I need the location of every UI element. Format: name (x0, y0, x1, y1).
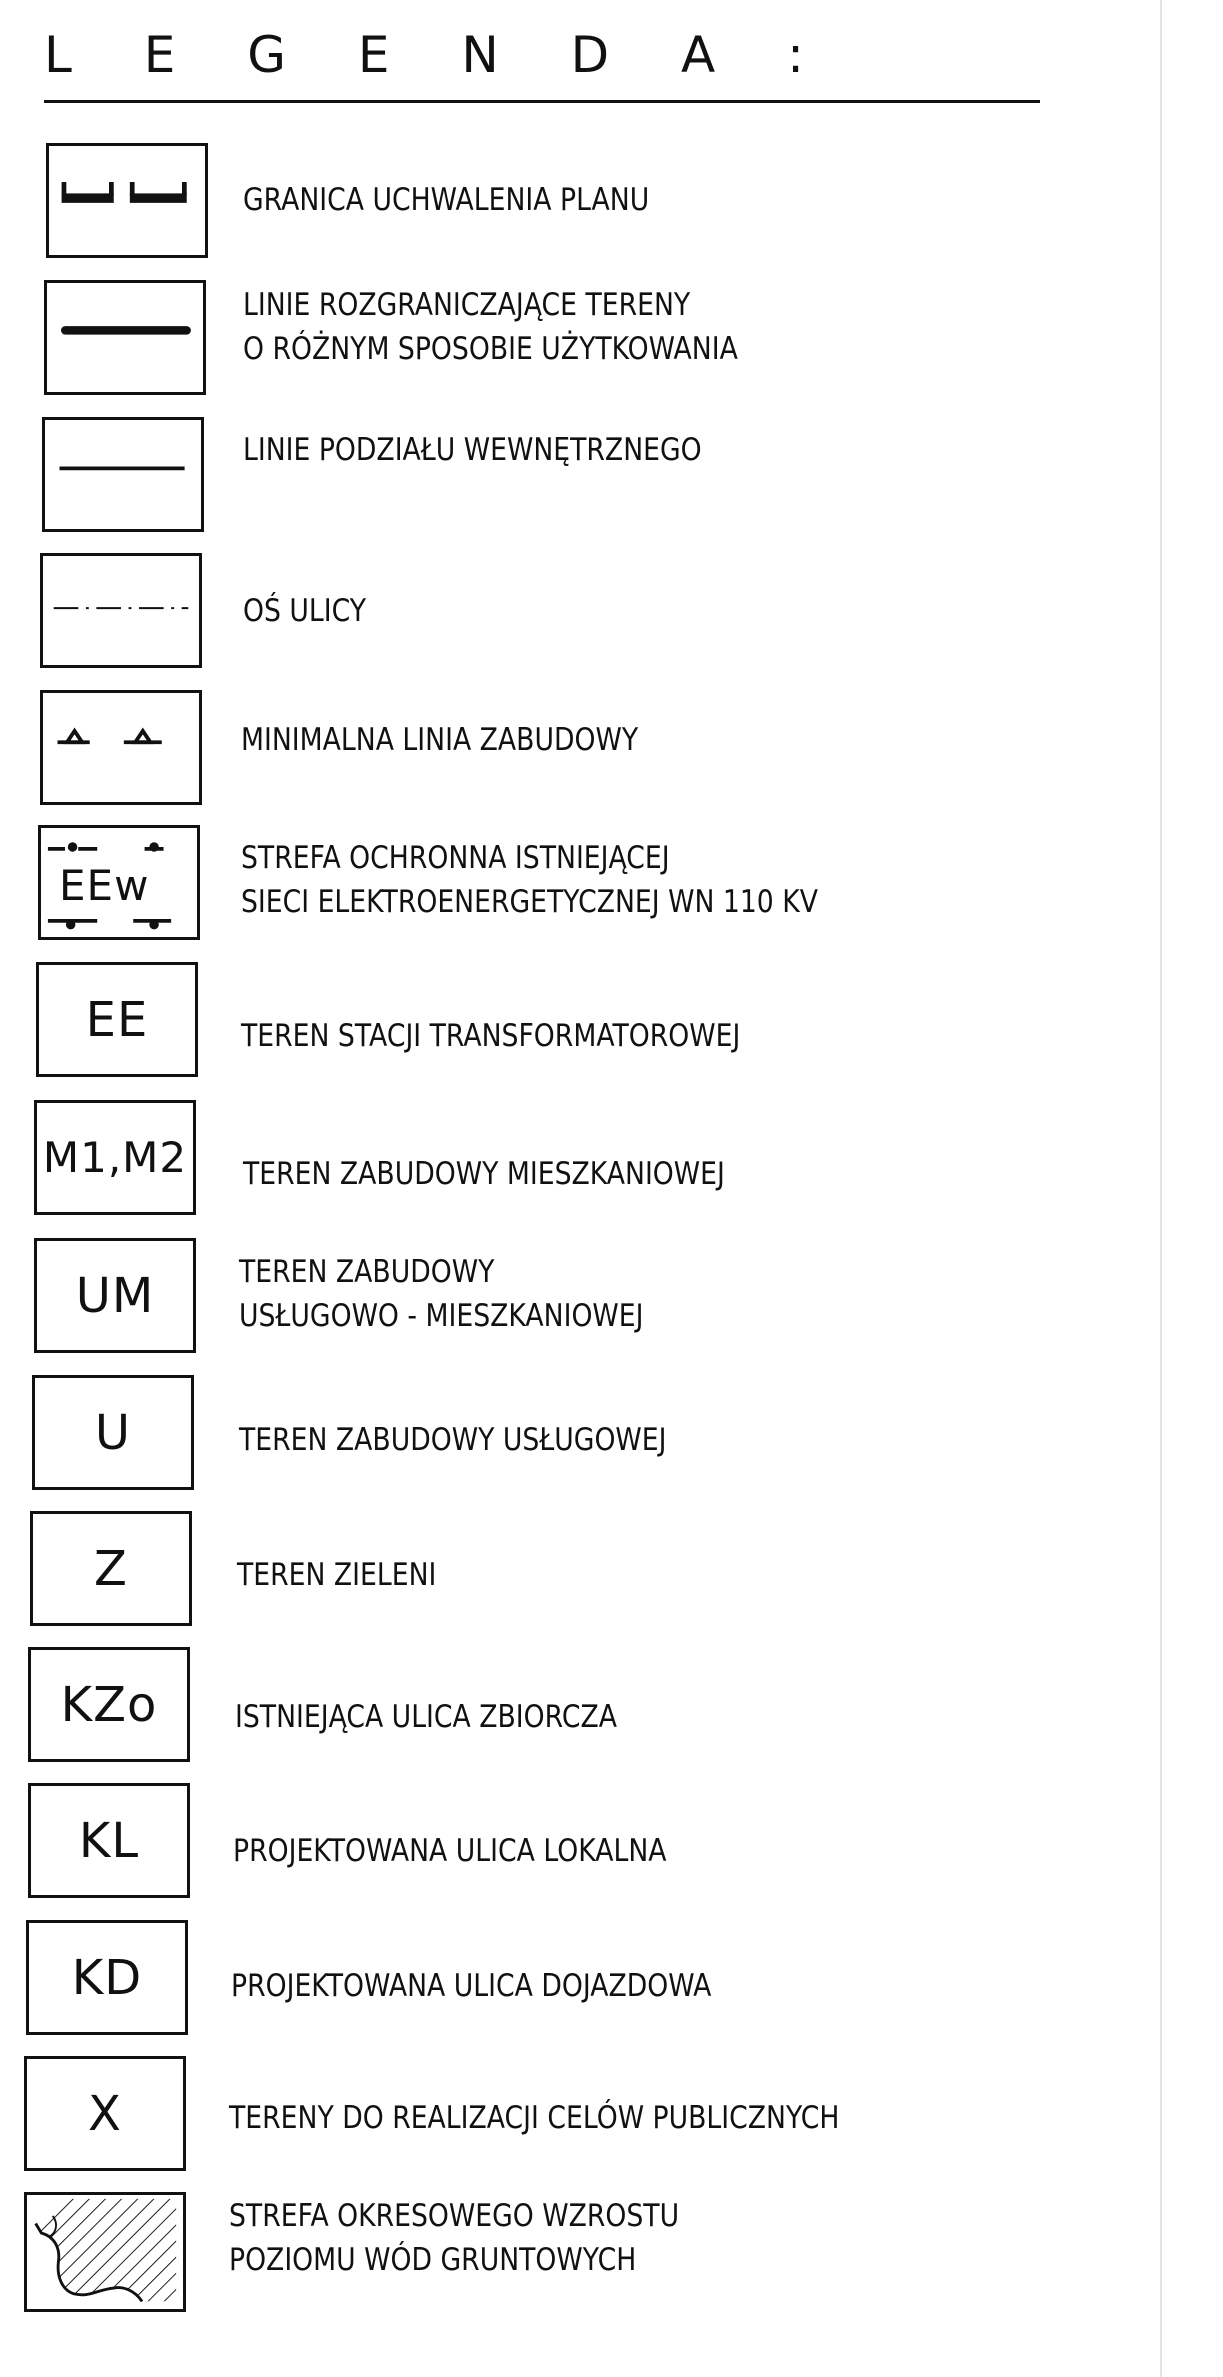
residential-code: M1,M2 (42, 1133, 188, 1182)
legend-title: L E G E N D A : (44, 26, 832, 84)
greenery-code: Z (94, 1540, 128, 1597)
transformer-station-symbol (36, 962, 198, 1077)
access-street-symbol (26, 1920, 188, 2035)
street-axis-description: OŚ ULICY (243, 593, 367, 629)
title-underline (44, 100, 1040, 103)
planning-boundary-description: GRANICA UCHWALENIA PLANU (243, 182, 650, 218)
local-street-description: PROJEKTOWANA ULICA LOKALNA (233, 1833, 667, 1869)
residential-symbol (34, 1100, 196, 1215)
building-line-description: MINIMALNA LINIA ZABUDOWY (241, 722, 639, 758)
public-purposes-code: X (88, 2085, 122, 2142)
service-residential-symbol (34, 1238, 196, 1353)
collector-street-description: ISTNIEJĄCA ULICA ZBIORCZA (235, 1699, 617, 1735)
service-residential-code: UM (75, 1267, 155, 1324)
hatched-area-icon (27, 2195, 183, 2309)
collector-street-code: KZo (60, 1676, 158, 1733)
transformer-station-code: EE (85, 991, 149, 1048)
thick-line-icon (47, 283, 203, 392)
building-line-symbol (40, 690, 202, 805)
dash-dot-line-icon (43, 556, 199, 665)
planning-boundary-line-icon (49, 146, 205, 255)
residential-description: TEREN ZABUDOWY MIESZKANIOWEJ (243, 1156, 725, 1192)
services-symbol (32, 1375, 194, 1490)
building-line-icon (43, 693, 199, 802)
transformer-station-description: TEREN STACJI TRANSFORMATOROWEJ (241, 1018, 741, 1054)
page-margin-line (1160, 0, 1162, 2377)
internal-division-description: LINIE PODZIAŁU WEWNĘTRZNEGO (243, 432, 702, 468)
thin-line-icon (45, 420, 201, 529)
power-zone-description: STREFA OCHRONNA ISTNIEJĄCEJ SIECI ELEKTROENERGETYCZNEJ WN 110 KV (241, 840, 818, 920)
access-street-code: KD (71, 1949, 143, 2006)
access-street-description: PROJEKTOWANA ULICA DOJAZDOWA (231, 1968, 712, 2004)
groundwater-zone-description: STREFA OKRESOWEGO WZROSTU POZIOMU WÓD GRUNTOWYCH (229, 2198, 680, 2278)
dividing-lines-description: LINIE ROZGRANICZAJĄCE TERENY O RÓŻNYM SPOSOBIE UŻYTKOWANIA (243, 287, 738, 367)
greenery-symbol (30, 1511, 192, 1626)
groundwater-zone-symbol (24, 2192, 186, 2312)
service-residential-description: TEREN ZABUDOWY USŁUGOWO - MIESZKANIOWEJ (239, 1254, 644, 1334)
greenery-description: TEREN ZIELENI (237, 1557, 437, 1593)
public-purposes-symbol (24, 2056, 186, 2171)
local-street-code: KL (78, 1812, 140, 1869)
planning-boundary-symbol (46, 143, 208, 258)
power-zone-code: EEw (59, 861, 150, 910)
thin-line-symbol (42, 417, 204, 532)
power-zone-symbol (38, 825, 200, 940)
collector-street-symbol (28, 1647, 190, 1762)
local-street-symbol (28, 1783, 190, 1898)
public-purposes-description: TERENY DO REALIZACJI CELÓW PUBLICZNYCH (229, 2100, 840, 2136)
dash-dot-line-symbol (40, 553, 202, 668)
services-code: U (94, 1404, 132, 1461)
thick-line-symbol (44, 280, 206, 395)
services-description: TEREN ZABUDOWY USŁUGOWEJ (239, 1422, 667, 1458)
